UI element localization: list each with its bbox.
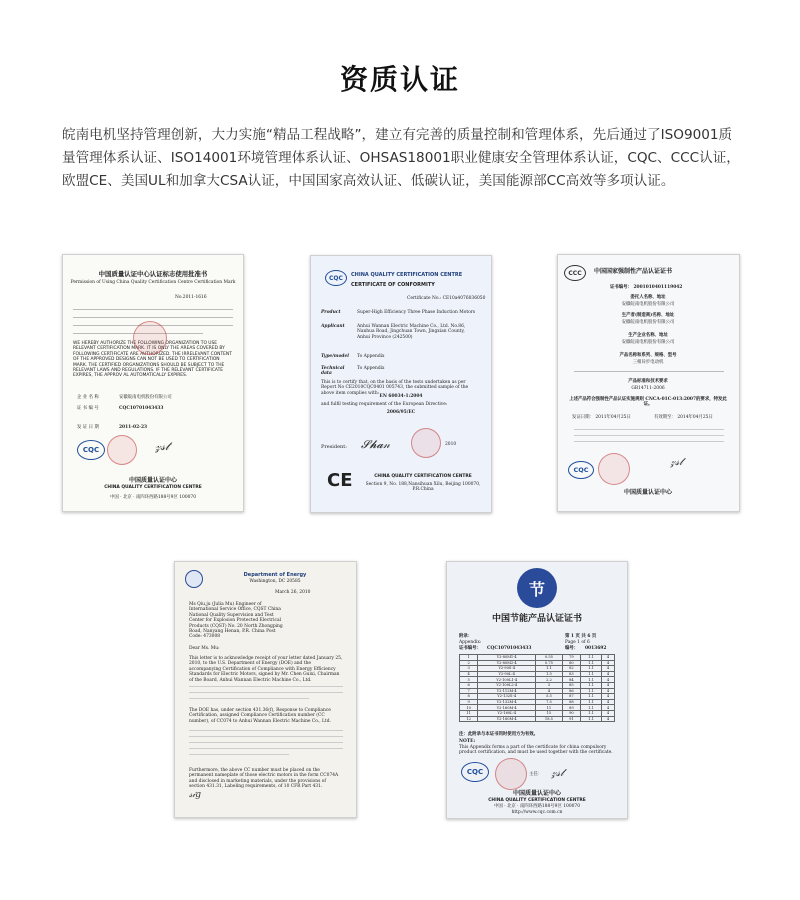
table-cell: 1.1: [581, 660, 602, 666]
issuer-en: CHINA QUALITY CERTIFICATION CENTRE: [104, 485, 202, 490]
signature-icon: 𝓏𝓈𝓉: [551, 766, 564, 779]
energy-saving-certificate: [446, 561, 628, 819]
ccc-cert-no: 证书编号： 2001010401119042: [610, 285, 683, 290]
page-title: 资质认证: [339, 63, 460, 96]
applicant-value: Anhui Wannan Electric Machine Co., Ltd. No.86, Nanhua Road, Jingchuan Town, Jingxian County, Anhui Province (242500): [357, 324, 466, 340]
table-cell: 1.1: [581, 677, 602, 683]
tech-label: Technical data: [321, 366, 345, 377]
doe-body-2: The DOE has, under section 431.36(f), Response to Compliance Certification, assigned Compliance Certification number (CC number), of CC074 to Anhui Wannan Electric Machine Co., Ltd.: [189, 708, 331, 724]
table-cell: Y2-160M-4: [478, 705, 536, 711]
product-table: [459, 654, 615, 722]
table-cell: 1.1: [581, 705, 602, 711]
table-cell: 1.1: [581, 682, 602, 688]
cqc-mark-permission-certificate: [62, 254, 244, 512]
table-cell: 1.1: [581, 666, 602, 672]
cel-note-en: NOTE:: [459, 739, 476, 744]
cqc-logo-icon: CQC: [325, 270, 347, 286]
cert-no-label: 证 书 编 号: [77, 406, 99, 411]
maker-value: 安徽皖南电机股份有限公司: [621, 320, 675, 325]
conformity-body: This is to certify that, on the basis of the tests undertaken as per Report No CE2010CQC0401 005743, the submitted sample of the above item complies with:: [321, 380, 469, 396]
doe-location: Washington, DC 20585: [249, 579, 301, 584]
table-cell: 82: [562, 666, 580, 672]
factory-value: 安徽皖南电机股份有限公司: [621, 340, 675, 345]
product-value: Super-High Efficiency Three Phase Induction Motors: [357, 310, 476, 315]
table-cell: 4: [602, 660, 615, 666]
energy-saving-logo-icon: 节: [517, 568, 557, 608]
cel-id-label: 编号：: [565, 646, 579, 651]
table-cell: Y2-100L2-4: [478, 682, 536, 688]
table-cell: 8: [460, 694, 478, 700]
cert-no-value: CQC10701043433: [119, 406, 164, 411]
issuer-cn: 中国质量认证中心: [128, 477, 177, 484]
table-cell: Y2-90S-4: [478, 666, 536, 672]
table-cell: 1.1: [581, 694, 602, 700]
table-cell: 3: [536, 682, 563, 688]
cert-title-cn: 中国质量认证中心认证标志使用批准书: [98, 270, 208, 278]
table-cell: 15: [536, 710, 563, 716]
table-cell: 4: [602, 677, 615, 683]
product-value: 三相异步电动机: [632, 360, 664, 365]
date-value: 2011-02-23: [119, 425, 148, 430]
cel-page-en: Page 1 of 6: [565, 640, 590, 645]
cqc-logo-icon: CQC: [461, 762, 489, 782]
cert-number: No.2011-1616: [175, 295, 207, 300]
ccc-certificate: [557, 254, 740, 512]
cel-id-value: 0013692: [585, 646, 607, 651]
maker-label: 生产者(制造商)名称、地址: [621, 313, 675, 318]
table-cell: 1.1: [536, 666, 563, 672]
client-label: 委托人名称、地址: [630, 295, 666, 300]
table-cell: 4: [602, 694, 615, 700]
table-cell: 7.5: [536, 699, 563, 705]
appendix-en: Appendix:: [459, 640, 482, 645]
table-cell: 1.5: [536, 671, 563, 677]
table-cell: 87: [562, 694, 580, 700]
stamp-icon: [107, 435, 137, 465]
client-value: 安徽皖南电机股份有限公司: [621, 302, 675, 307]
cel-title: 中国节能产品认证证书: [491, 614, 582, 624]
table-cell: Y2-160L-4: [478, 710, 536, 716]
table-cell: 79: [562, 655, 580, 661]
table-cell: 1.1: [581, 671, 602, 677]
product-label: Product: [321, 310, 341, 315]
signature-icon: 𝓏𝓈𝓉: [155, 439, 170, 453]
cert-en-body: WE HEREBY AUTHORIZE THE FOLLOWING ORGANIZATION TO USE RELEVANT CERTIFICATION MARK. IT IS ONLY THE AREAS COVERED BY FOLLOWING CERTIFICATE ARE AUTHORIZED. THE IRRELEVANT CONTENT OF THE APPROVED DESIGNS CAN NOT BE USED TO CERTIFICATION MARK. THE CERTIFIED ORGANIZATIONS SHOULD BE SUBJECT TO THE RELEVANT LAWS AND REGULATIONS. IF THE RELEVANT CERTIFICATE EXPIRES, THE APPROV AL AUTOMATICALLY EXPIRES.: [73, 341, 232, 379]
conformity-cert-no: Certificate No.: CE10a4076036050: [407, 296, 486, 301]
table-cell: 10: [460, 705, 478, 711]
signature-icon: 𝓈𝒾𝑔: [189, 790, 201, 800]
table-cell: 5: [460, 677, 478, 683]
table-cell: 4: [602, 655, 615, 661]
conformity-standard: EN 60034-1:2004: [379, 394, 423, 399]
cqc-logo-icon: CQC: [77, 440, 105, 460]
issue-date: 发证日期： 2011年04月25日: [572, 415, 631, 420]
table-cell: 90: [562, 710, 580, 716]
table-cell: 4: [602, 671, 615, 677]
table-cell: 2.2: [536, 677, 563, 683]
table-cell: 86: [562, 688, 580, 694]
table-cell: 18.5: [536, 716, 563, 722]
table-cell: 91: [562, 716, 580, 722]
org-label: 企 业 名 称: [77, 395, 99, 400]
ccc-header: 中国国家强制性产品认证证书: [594, 268, 673, 275]
org-value: 安徽皖南电机股份有限公司: [119, 395, 172, 400]
table-cell: 4: [602, 705, 615, 711]
centre-header: CHINA QUALITY CERTIFICATION CENTRE: [351, 272, 463, 278]
table-cell: 1.1: [581, 655, 602, 661]
cel-note-cn: 注：此附录与本证书同时使用方为有效。: [459, 732, 539, 737]
stamp-icon: [495, 758, 527, 790]
ce-conformity-certificate: [310, 255, 492, 513]
doe-body: This letter is to acknowledge receipt of your letter dated January 25, 2010, to the U.S. Department of Energy (DOE) and the accompanying Certification of Compliance with Energy Efficiency Standards for Electric Motors, signed by Mr. Chen Guixi, Chairman of the Board, Anhui Wannan Electric Machine Co., Ltd.: [189, 656, 343, 683]
cqc-logo-icon: CQC: [568, 461, 594, 479]
conformity-date: 2010: [445, 442, 457, 447]
table-cell: 85: [562, 682, 580, 688]
table-cell: 1: [460, 655, 478, 661]
doe-header: Department of Energy: [243, 572, 307, 578]
table-cell: Y2-180M-4: [478, 716, 536, 722]
table-cell: 88: [562, 699, 580, 705]
table-row: [460, 716, 615, 722]
conformity-title: CERTIFICATE OF CONFORMITY: [351, 282, 435, 288]
doe-letter: [174, 561, 357, 818]
conformity-body-2: and fulfil testing requirement of the European Directive:: [321, 402, 448, 407]
table-cell: 4: [460, 671, 478, 677]
table-cell: 4: [602, 699, 615, 705]
table-cell: Y2-80M1-4: [478, 655, 536, 661]
table-cell: 9: [460, 699, 478, 705]
table-cell: Y2-80M2-4: [478, 660, 536, 666]
cel-cert-label: 证书编号：: [459, 646, 481, 651]
table-cell: 4: [602, 682, 615, 688]
table-cell: 4: [602, 688, 615, 694]
table-cell: 0.55: [536, 655, 563, 661]
tech-value: To Appendix: [357, 366, 385, 371]
stamp-icon: [411, 428, 441, 458]
signer-label: 主任：: [529, 772, 543, 777]
table-cell: Y2-132S-4: [478, 694, 536, 700]
table-cell: 1.1: [581, 688, 602, 694]
table-cell: 4: [602, 666, 615, 672]
cel-page-label: 第 1 页 共 6 页: [565, 634, 597, 639]
intro-paragraph: [62, 124, 742, 193]
table-cell: 1.1: [581, 699, 602, 705]
cel-address: 中国 · 北京 · 南四环西路188号9区 100070: [493, 804, 580, 809]
standard-value: GB14711-2006: [631, 386, 665, 391]
ccc-rule: 上述产品符合强制性产品认证实施规则 CNCA-01C-013:2007的要求，特发此证。: [569, 397, 727, 408]
doe-salutation: Dear Ms. Mu:: [189, 646, 220, 651]
table-cell: 2: [460, 660, 478, 666]
table-cell: 0.75: [536, 660, 563, 666]
conformity-directive: 2006/95/EC: [386, 410, 416, 415]
president-label: President:: [321, 444, 347, 450]
doe-addressee: Ms Qiu,ju (Julia Mu) Engineer of International Service Office, CQST China National Quality Supervision and Test Center for Explosion Protected Electrical Products (CQST) No. 20 North Zhongping Road, Nanyang Henan, P.R. China Post Code: 473008: [189, 602, 283, 640]
table-cell: 80: [562, 660, 580, 666]
cel-website: http://www.cqc.com.cn: [511, 810, 563, 815]
table-cell: 1.1: [581, 716, 602, 722]
cel-issuer-en: CHINA QUALITY CERTIFICATION CENTRE: [488, 798, 586, 803]
table-cell: 4: [536, 688, 563, 694]
table-cell: 84: [562, 677, 580, 683]
factory-label: 生产企业名称、地址: [628, 333, 668, 338]
table-cell: 5.5: [536, 694, 563, 700]
conformity-footer-address: Section 9, No. 188,Nansihuan Xilu, Beijing 100070, P.R.China: [365, 482, 481, 493]
table-cell: 4: [602, 716, 615, 722]
signature-icon: 𝓏𝓈𝓉: [670, 455, 683, 468]
table-cell: 12: [460, 716, 478, 722]
table-cell: 1.1: [581, 710, 602, 716]
table-cell: 7: [460, 688, 478, 694]
ccc-logo-icon: CCC: [564, 265, 586, 281]
red-seal-icon: [133, 321, 167, 355]
intro-text: 皖南电机坚持管理创新，大力实施“精品工程战略”，建立有完善的质量控制和管理体系，先后通过了ISO9001质量管理体系认证、ISO14001环境管理体系认证、OHSAS18001职业健康安全管理体系认证，CQC、CCC认证， 欧盟CE、美国UL和加拿大CSA认证，中国国家高效认证、低碳认证，美国能源部CC高效等多项认证。: [62, 127, 740, 189]
ce-mark-icon: CE: [327, 470, 353, 491]
cel-note-body: This Appendix forms a part of the certificate for china compulsory product certification, and must be used together with the certificate.: [459, 745, 613, 756]
appendix-label: 附录：: [459, 634, 473, 639]
table-cell: 3: [460, 666, 478, 672]
table-cell: Y2-112M-4: [478, 688, 536, 694]
ccc-issuer: 中国质量认证中心: [623, 489, 672, 496]
table-cell: 11: [460, 710, 478, 716]
signature-icon: 𝓢𝓱𝓪𝓃: [361, 438, 390, 451]
applicant-label: Applicant: [321, 324, 345, 329]
standard-label: 产品标准和技术要求: [628, 379, 668, 384]
table-cell: 11: [536, 705, 563, 711]
issuer-address: 中国 · 北京 · 南四环西路188号9区 100070: [109, 495, 196, 500]
table-cell: Y2-100L1-4: [478, 677, 536, 683]
type-value: To Appendix: [357, 354, 385, 359]
table-cell: 83: [562, 671, 580, 677]
date-label: 发 证 日 期: [77, 425, 99, 430]
product-label: 产品名称和系列、规格、型号: [619, 353, 677, 358]
table-cell: 4: [602, 710, 615, 716]
type-label: Type/model: [321, 354, 349, 359]
valid-date: 有效期至： 2014年04月25日: [654, 415, 713, 420]
doe-seal-icon: [185, 570, 203, 588]
cert-title-en: Permission of Using China Quality Certification Centre Certification Mark: [70, 280, 236, 285]
table-cell: Y2-90L-4: [478, 671, 536, 677]
table-cell: Y2-132M-4: [478, 699, 536, 705]
doe-date: March 26, 2010: [275, 590, 311, 595]
doe-body-3: Furthermore, the above CC number must be placed on the permanent nameplate of those electric motors in the form CC074A and disclosed in marketing materials, under the provisions of section 431.31, Labeling requirements, of 10 CFR Part 431.: [189, 768, 339, 790]
stamp-icon: [598, 453, 630, 485]
conformity-footer: CHINA QUALITY CERTIFICATION CENTRE: [374, 474, 472, 479]
cel-issuer-cn: 中国质量认证中心: [512, 790, 561, 797]
table-cell: 6: [460, 682, 478, 688]
table-cell: 89: [562, 705, 580, 711]
cel-cert-value: CQC10701043433: [487, 646, 532, 651]
